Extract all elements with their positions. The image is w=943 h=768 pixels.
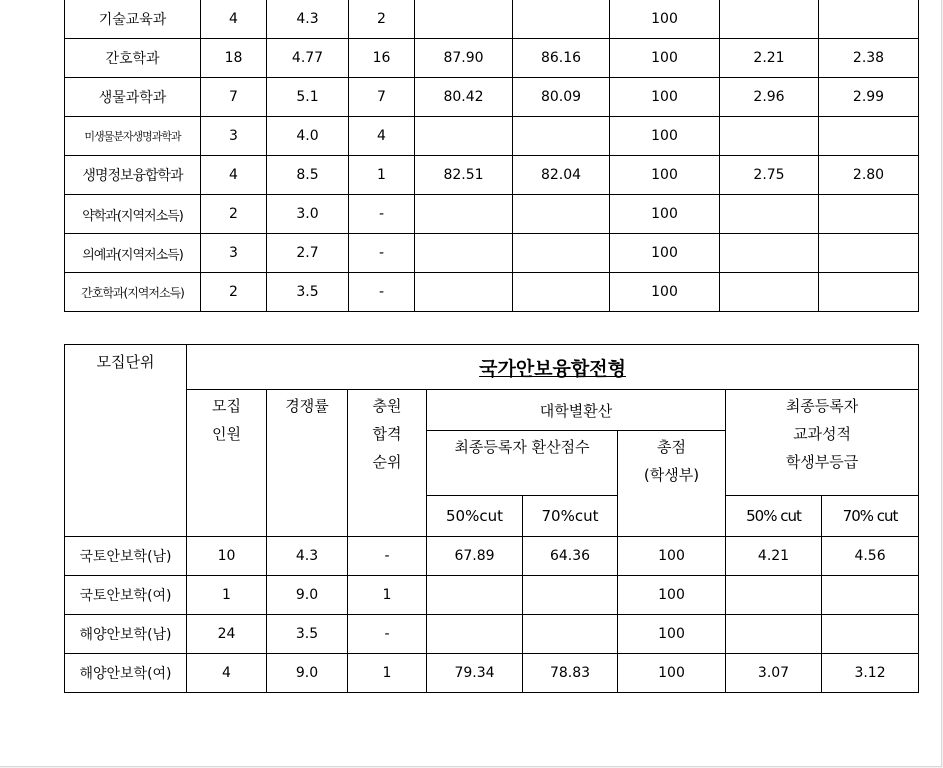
recruit-count: 2 [201,195,267,234]
grade-50cut: 3.07 [726,654,822,693]
score-50cut [415,273,513,312]
grade-70cut: 2.38 [819,39,919,78]
grade-50cut [726,576,822,615]
waitlist-rank: - [349,234,415,273]
total-score: 100 [610,156,720,195]
total-score: 100 [610,0,720,39]
score-50cut [427,615,523,654]
department-name: 간호학과(지역저소득) [65,273,201,312]
grade-50cut [720,117,819,156]
recruit-count: 4 [201,156,267,195]
waitlist-rank: 7 [349,78,415,117]
grade-70cut: 2.99 [819,78,919,117]
score-70cut: 80.09 [513,78,610,117]
unit-name: 해양안보학(여) [65,654,187,693]
score-50cut [415,0,513,39]
competition-rate: 2.7 [267,234,349,273]
grade-50cut: 4.21 [726,537,822,576]
department-name: 생물과학과 [65,78,201,117]
grade-70cut [819,273,919,312]
score-50cut [427,576,523,615]
competition-rate: 9.0 [267,654,348,693]
score-50cut: 87.90 [415,39,513,78]
department-name: 기술교육과 [65,0,201,39]
grade-70cut: 4.56 [822,537,919,576]
waitlist-rank: - [348,615,427,654]
competition-rate: 3.5 [267,273,349,312]
waitlist-rank: 4 [349,117,415,156]
grade-70cut [822,576,919,615]
department-name: 미생물분자생명과학과 [65,117,201,156]
grade-50cut: 2.75 [720,156,819,195]
score-70cut [513,117,610,156]
recruit-count: 24 [187,615,267,654]
grade-50cut: 2.21 [720,39,819,78]
grade-70cut [819,234,919,273]
grade-70cut: 2.80 [819,156,919,195]
total-score: 100 [610,39,720,78]
competition-rate: 4.3 [267,0,349,39]
admission-table-top [64,0,919,312]
score-50cut: 79.34 [427,654,523,693]
recruit-count: 18 [201,39,267,78]
total-score: 100 [618,654,726,693]
national-security-admission-table [64,344,919,693]
waitlist-rank: 1 [348,576,427,615]
score-70cut [513,234,610,273]
recruit-count-header: 모집 인원 [187,390,267,537]
score-50cut [415,117,513,156]
grade-70cut-header: 70% cut [822,496,919,537]
competition-rate-header: 경쟁률 [267,390,348,537]
table-row [65,78,919,117]
recruit-count: 4 [187,654,267,693]
waitlist-rank: - [348,537,427,576]
department-name: 생명정보융합학과 [65,156,201,195]
unit-header: 모집단위 [65,345,187,537]
table-title: 국가안보융합전형 [187,345,919,390]
grade-50cut: 2.96 [720,78,819,117]
score-70cut [513,0,610,39]
table-row [65,615,919,654]
waitlist-rank: 16 [349,39,415,78]
final-score-header: 최종등록자 환산점수 [427,431,618,496]
competition-rate: 4.3 [267,537,348,576]
total-score: 100 [618,615,726,654]
waitlist-rank: - [349,273,415,312]
score-70cut [523,615,618,654]
table-row [65,156,919,195]
grade-50cut [720,234,819,273]
recruit-count: 2 [201,273,267,312]
table-row [65,39,919,78]
table-row [65,273,919,312]
recruit-count: 4 [201,0,267,39]
table-row [65,0,919,39]
competition-rate: 3.5 [267,615,348,654]
total-score: 100 [610,195,720,234]
total-score: 100 [610,78,720,117]
competition-rate: 3.0 [267,195,349,234]
table-row [65,195,919,234]
score-70cut: 64.36 [523,537,618,576]
score-70cut-header: 70%cut [523,496,618,537]
univ-score-header: 대학별환산 [427,390,726,431]
score-70cut: 78.83 [523,654,618,693]
table-row [65,117,919,156]
score-70cut: 86.16 [513,39,610,78]
waitlist-rank: 1 [348,654,427,693]
score-50cut: 80.42 [415,78,513,117]
department-name: 의예과(지역저소득) [65,234,201,273]
table-row [65,576,919,615]
score-70cut [523,576,618,615]
total-score-header: 총점 (학생부) [618,431,726,537]
grade-50cut [720,195,819,234]
total-score: 100 [618,576,726,615]
competition-rate: 4.77 [267,39,349,78]
recruit-count: 3 [201,117,267,156]
unit-name: 해양안보학(남) [65,615,187,654]
grade-70cut [819,0,919,39]
department-name: 약학과(지역저소득) [65,195,201,234]
table-row [65,537,919,576]
recruit-count: 3 [201,234,267,273]
grade-70cut [819,117,919,156]
competition-rate: 9.0 [267,576,348,615]
score-50cut: 82.51 [415,156,513,195]
grade-50cut [720,0,819,39]
total-score: 100 [610,234,720,273]
grade-70cut: 3.12 [822,654,919,693]
score-70cut [513,195,610,234]
recruit-count: 1 [187,576,267,615]
total-score: 100 [610,273,720,312]
score-70cut: 82.04 [513,156,610,195]
score-50cut: 67.89 [427,537,523,576]
department-name: 간호학과 [65,39,201,78]
recruit-count: 7 [201,78,267,117]
competition-rate: 4.0 [267,117,349,156]
recruit-count: 10 [187,537,267,576]
score-50cut [415,195,513,234]
score-70cut [513,273,610,312]
final-grade-header: 최종등록자 교과성적 학생부등급 [726,390,919,496]
grade-50cut [726,615,822,654]
table-row [65,654,919,693]
score-50cut [415,234,513,273]
total-score: 100 [618,537,726,576]
unit-name: 국토안보학(여) [65,576,187,615]
grade-50cut-header: 50% cut [726,496,822,537]
competition-rate: 8.5 [267,156,349,195]
score-50cut-header: 50%cut [427,496,523,537]
waitlist-rank: - [349,195,415,234]
table-row [65,234,919,273]
grade-70cut [819,195,919,234]
competition-rate: 5.1 [267,78,349,117]
grade-70cut [822,615,919,654]
waitlist-rank: 2 [349,0,415,39]
grade-50cut [720,273,819,312]
total-score: 100 [610,117,720,156]
unit-name: 국토안보학(남) [65,537,187,576]
waitlist-rank: 1 [349,156,415,195]
waitlist-rank-header: 충원 합격 순위 [348,390,427,537]
